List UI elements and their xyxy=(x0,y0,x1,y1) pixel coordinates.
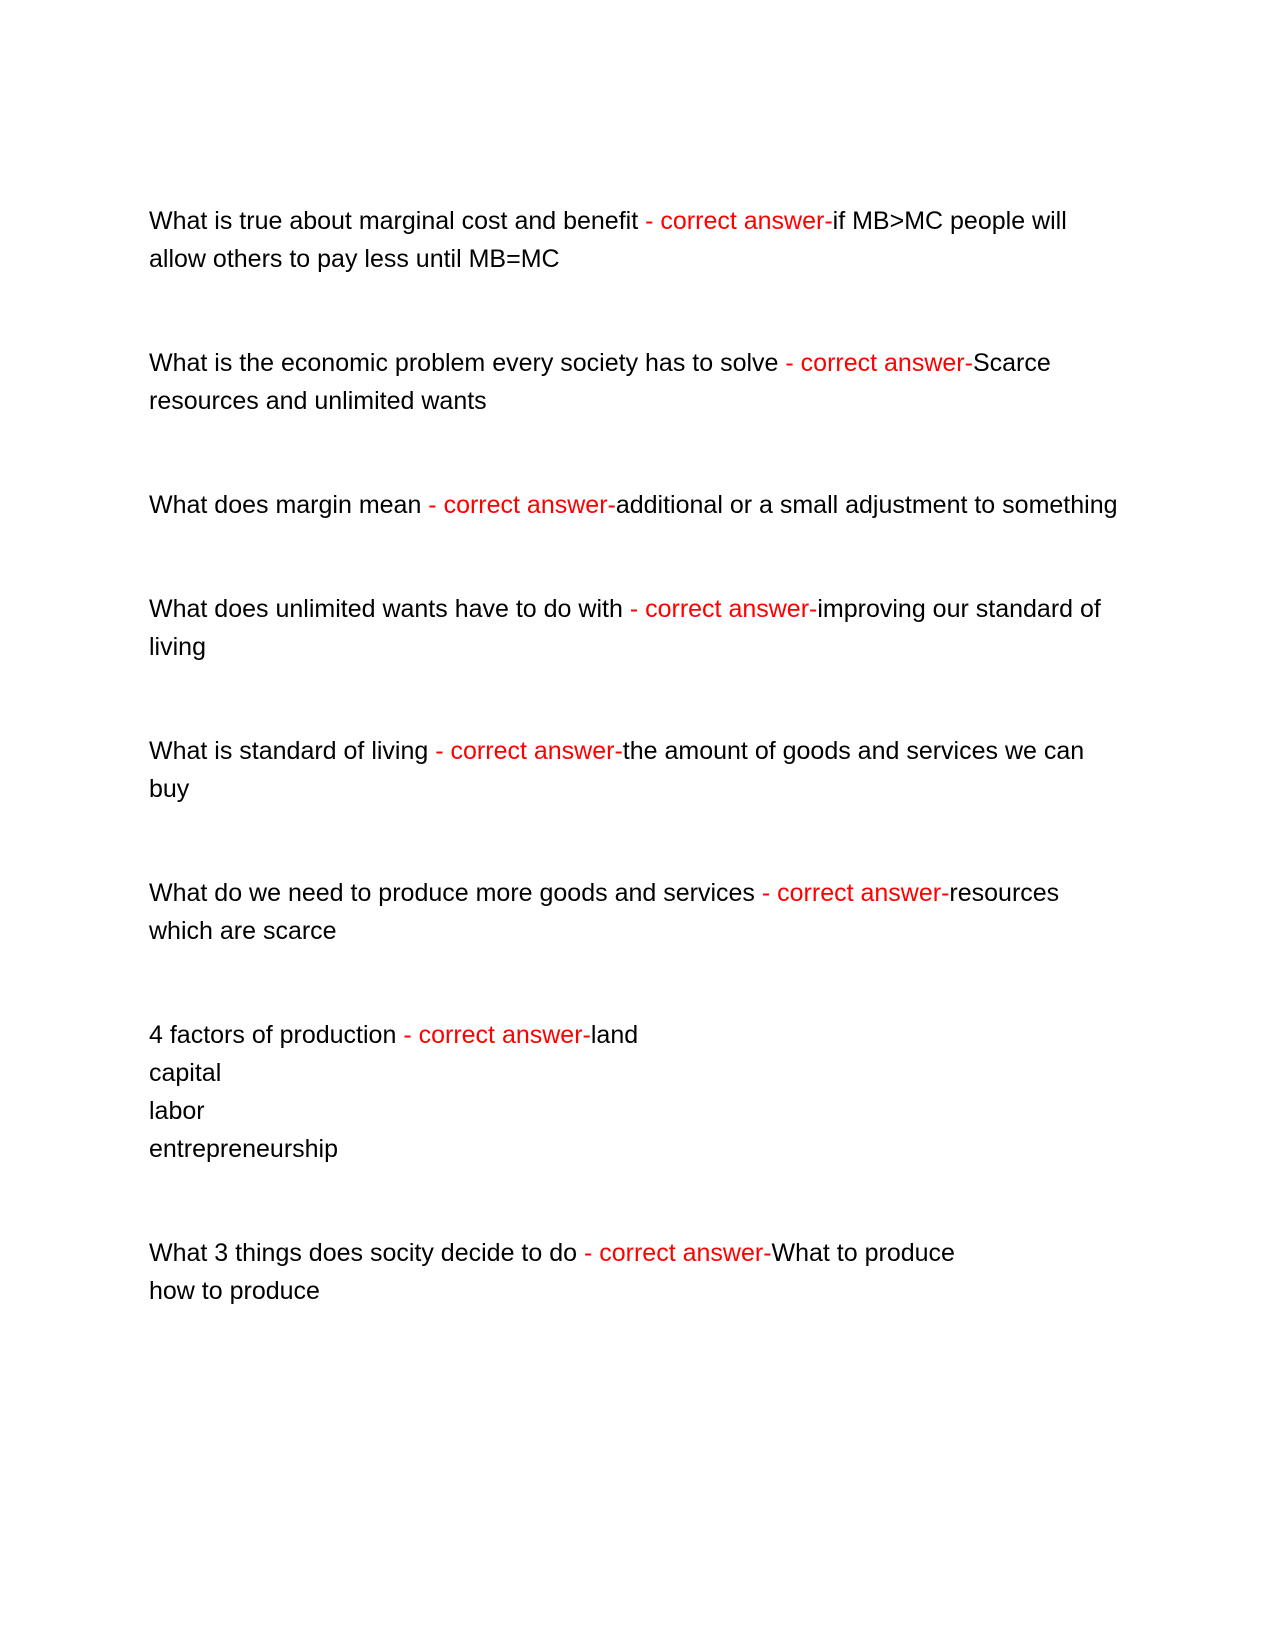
correct-answer-separator: - correct answer- xyxy=(622,595,818,623)
answer-text: if MB>MC people will allow others to pay less until MB=MC xyxy=(149,207,1067,273)
answer-text: land xyxy=(590,1021,639,1049)
qa-line xyxy=(149,344,1129,420)
qa-item xyxy=(149,1234,1129,1310)
correct-answer-separator: - correct answer- xyxy=(778,349,973,377)
qa-line xyxy=(149,1016,1129,1054)
qa-line xyxy=(149,202,1129,278)
question-text: What is true about marginal cost and benefit xyxy=(149,207,639,235)
question-text: What 3 things does socity decide to do xyxy=(149,1239,578,1267)
qa-line xyxy=(149,1234,1129,1272)
correct-answer-separator: - correct answer- xyxy=(428,737,623,765)
question-text: What do we need to produce more goods and services xyxy=(149,879,755,907)
qa-item xyxy=(149,732,1129,808)
answer-text: additional or a small adjustment to something xyxy=(615,491,1118,519)
answer-extra-line: labor xyxy=(149,1097,205,1125)
qa-item xyxy=(149,874,1129,950)
answer-text: What to produce xyxy=(771,1239,955,1267)
correct-answer-separator: - correct answer- xyxy=(396,1021,591,1049)
answer-text: the amount of goods and services we can buy xyxy=(149,737,1085,803)
answer-text: resources which are scarce xyxy=(149,879,1060,945)
question-text: What does unlimited wants have to do with xyxy=(149,595,623,623)
flashcard-list xyxy=(149,202,1129,1376)
answer-text: improving our standard of living xyxy=(149,595,1101,661)
answer-extra-line: capital xyxy=(149,1059,222,1087)
qa-line xyxy=(149,486,1129,524)
answer-text: Scarce resources and unlimited wants xyxy=(149,349,1051,415)
correct-answer-separator: - correct answer- xyxy=(754,879,950,907)
correct-answer-separator: - correct answer- xyxy=(638,207,833,235)
question-text: What is the economic problem every society has to solve xyxy=(149,349,779,377)
qa-item xyxy=(149,590,1129,666)
qa-line xyxy=(149,874,1129,950)
qa-line xyxy=(149,732,1129,808)
question-text: What does margin mean xyxy=(149,491,422,519)
qa-item xyxy=(149,1016,1129,1168)
qa-item xyxy=(149,344,1129,420)
answer-extra-line: entrepreneurship xyxy=(149,1135,339,1163)
correct-answer-separator: - correct answer- xyxy=(577,1239,772,1267)
question-text: 4 factors of production xyxy=(149,1021,397,1049)
qa-item xyxy=(149,486,1129,524)
answer-extra-line: how to produce xyxy=(149,1277,320,1305)
correct-answer-separator: - correct answer- xyxy=(421,491,616,519)
qa-item xyxy=(149,202,1129,278)
question-text: What is standard of living xyxy=(149,737,429,765)
qa-line xyxy=(149,590,1129,666)
